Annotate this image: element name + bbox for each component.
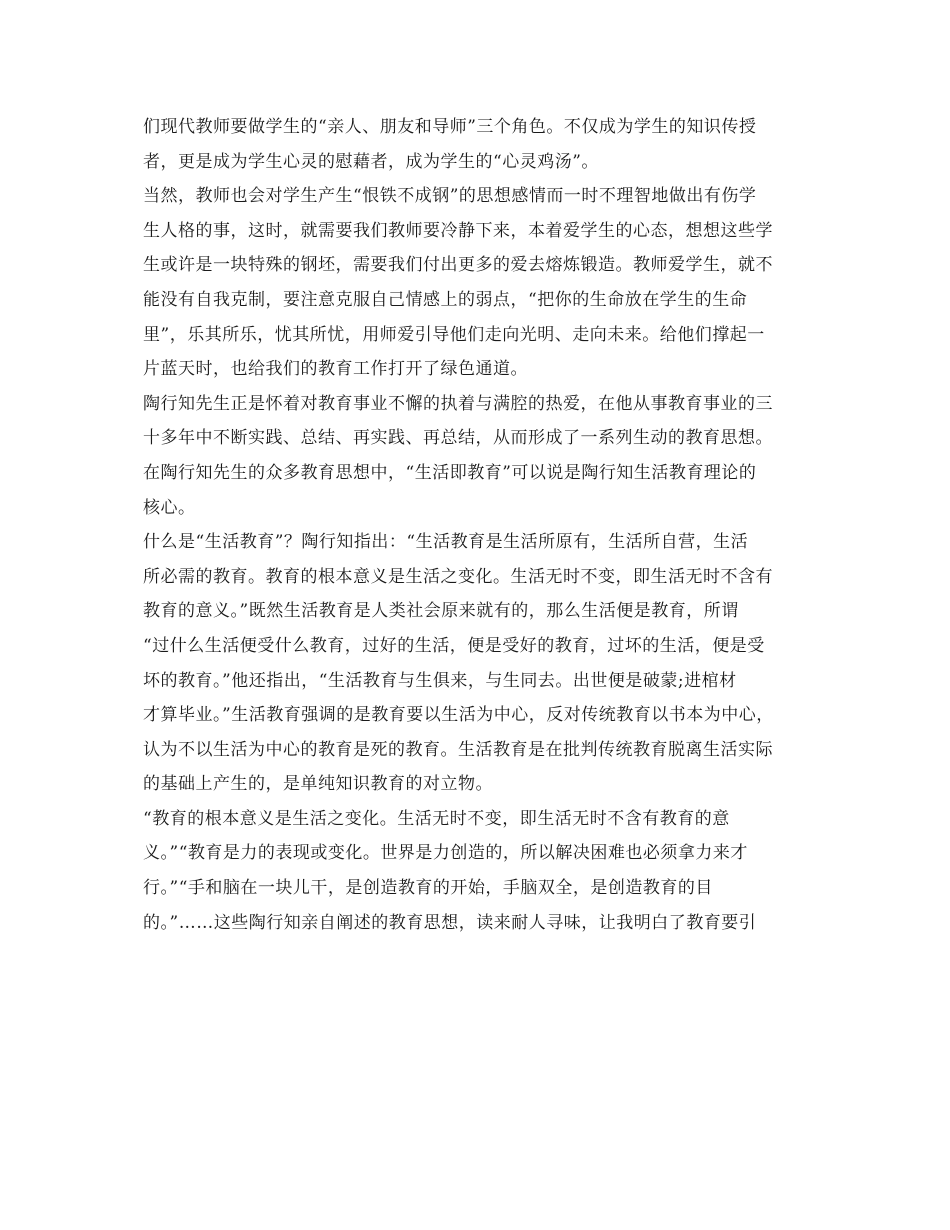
text-line-2: 者，更是成为学生心灵的慰藉者，成为学生的“心灵鸡汤”。: [143, 151, 599, 172]
text-line-6: 能没有自我克制，要注意克服自己情感上的弱点，“把你的生命放在学生的生命: [143, 289, 748, 310]
text-line-3: 当然，教师也会对学生产生“恨铁不成钢”的思想感情而一时不理智地做出有伤学: [143, 186, 757, 207]
text-line-24: 的。”……这些陶行知亲自阐述的教育思想，读来耐人寻味，让我明白了教育要引: [143, 912, 757, 933]
text-line-14: 所必需的教育。教育的根本意义是生活之变化。生活无时不变，即生活无时不含有: [143, 566, 773, 587]
text-line-11: 在陶行知先生的众多教育思想中，“生活即教育”可以说是陶行知生活教育理论的: [143, 462, 757, 483]
text-line-18: 才算毕业。”生活教育强调的是教育要以生活为中心，反对传统教育以书本为中心，: [143, 705, 774, 726]
text-line-15: 教育的意义。”既然生活教育是人类社会原来就有的，那么生活便是教育，所谓: [143, 601, 739, 622]
text-line-19: 认为不以生活为中心的教育是死的教育。生活教育是在批判传统教育脱离生活实际: [143, 739, 773, 760]
text-line-10: 十多年中不断实践、总结、再实践、再总结，从而形成了一系列生动的教育思想。: [143, 428, 773, 449]
text-line-8: 片蓝天时，也给我们的教育工作打开了绿色通道。: [143, 359, 528, 380]
text-line-5: 生或许是一块特殊的钢坯，需要我们付出更多的爱去熔炼锻造。教师爱学生，就不: [143, 255, 773, 276]
text-line-7: 里”，乐其所乐，忧其所忧，用师爱引导他们走向光明、走向未来。给他们撑起一: [143, 324, 765, 345]
text-line-12: 核心。: [143, 497, 196, 518]
text-line-22: 义。”“教育是力的表现或变化。世界是力创造的，所以解决困难也必须拿力来才: [143, 843, 748, 864]
text-line-20: 的基础上产生的，是单纯知识教育的对立物。: [143, 774, 493, 795]
text-line-4: 生人格的事，这时，就需要我们教师要冷静下来，本着爱学生的心态，想想这些学: [143, 220, 773, 241]
document-body: [143, 110, 823, 940]
text-line-13: 什么是“生活教育”？陶行知指出：“生活教育是生活所原有，生活所自营，生活: [143, 532, 749, 553]
text-line-21: “教育的根本意义是生活之变化。生活无时不变，即生活无时不含有教育的意: [143, 808, 730, 829]
text-line-17: 坏的教育。”他还指出，“生活教育与生俱来，与生同去。出世便是破蒙;进棺材: [143, 670, 737, 691]
text-line-16: “过什么生活便受什么教育，过好的生活，便是受好的教育，过坏的生活，便是受: [143, 635, 765, 656]
text-line-23: 行。”“手和脑在一块儿干，是创造教育的开始，手脑双全，是创造教育的目: [143, 878, 713, 899]
text-line-9: 陶行知先生正是怀着对教育事业不懈的执着与满腔的热爱，在他从事教育事业的三: [143, 393, 773, 414]
text-line-1: 们现代教师要做学生的“亲人、朋友和导师”三个角色。不仅成为学生的知识传授: [143, 117, 757, 137]
